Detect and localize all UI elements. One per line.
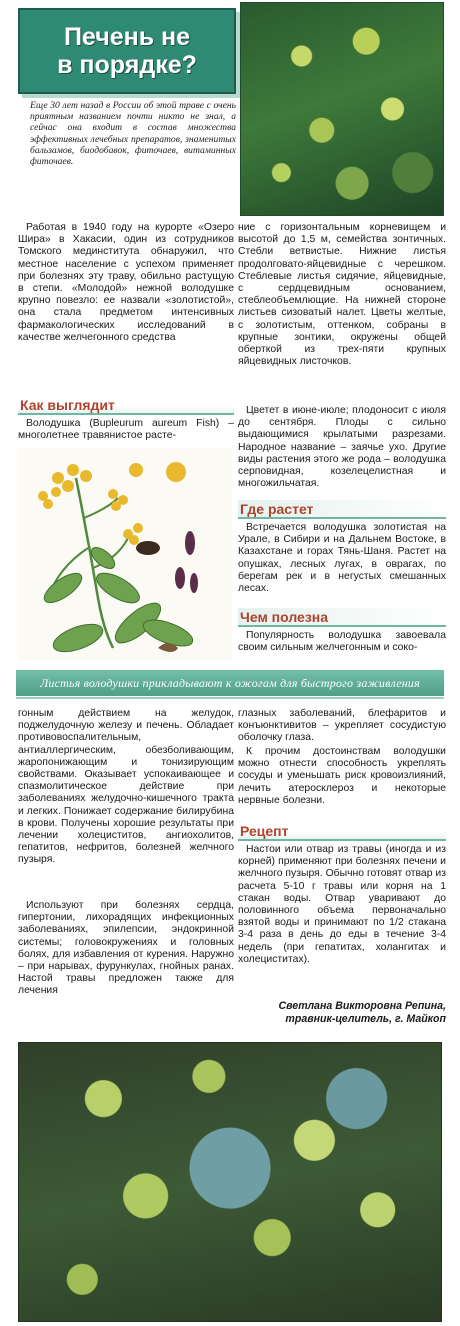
page-title bbox=[57, 23, 197, 79]
useful-paragraph: Популярность володушка завоевала своим сильным желчегонным и соко- bbox=[238, 630, 446, 654]
heading-look: Как выглядит bbox=[18, 396, 234, 415]
heading-grows: Где растет bbox=[238, 500, 446, 519]
look-paragraph-3: Цветет в июне-июле; плодоносит с июля до сентября. Плоды с сильно выдающимися крылатыми разрезами. Народное название – заячье ухо. Другие виды растения этого же рода – володушка серповидная, козелецелистная и многожильчатая. bbox=[238, 405, 446, 490]
photo-plant-top bbox=[240, 2, 444, 216]
author-signature bbox=[238, 1000, 446, 1026]
continued-left-paragraph-1: гонным действием на желудок, поджелудочную железу и печень. Обладает противовоспалительным, антиаллергическим, обезболивающим, жаропонижающим и тонизирующим свойствами. Оказывает успокаивающее и спазмолитическое действие при заболеваниях желудочно-кишечного тракта и легких. Понижает содержание билирубина в крови. Получены хорошие результаты при лечении холециститов, ангиохолитов, гепатитов, нефритов, болезней желчного пузыря. bbox=[18, 708, 234, 866]
intro-paragraph: Работая в 1940 году на курорте «Озеро Шира» в Хакасии, один из сотрудников Томского мединститута обнаружил, что местное население с успехом применяет при болезнях эту траву, обильно растущую в степи. «Молодой» нежной володушке крупно повезло: ее назвали «золотистой», она стала предметом интенсивных фармакологических исследований в качестве желчегонного средства bbox=[18, 222, 234, 343]
caption-band bbox=[16, 670, 444, 696]
botanical-illustration bbox=[18, 448, 232, 660]
plant-drawing-icon bbox=[18, 448, 232, 660]
continued-left-paragraph-2: Используют при болезнях сердца, гипертонии, лихорадящих инфекционных заболеваниях, эпилепсии, эндокринной системы; головокружениях и головных болях, для избавления от курения. Наружно – при нарывах, фурункулах, гнойных ранах. Настой травы предложен также для лечения bbox=[18, 900, 234, 997]
heading-useful: Чем полезна bbox=[238, 608, 446, 627]
look-paragraph-1: Володушка (Bupleurum aureum Fish) – многолетнее травянистое расте- bbox=[18, 418, 234, 442]
continued-right-paragraph-2: К прочим достоинствам володушки можно отнести способность укреплять сосуды и уменьшать риск кровоизлияний, лечить атеросклероз и некоторые нервные болезни. bbox=[238, 746, 446, 806]
photo-plant-bottom bbox=[18, 1042, 442, 1322]
title-line-1: Печень не bbox=[63, 23, 191, 51]
recipe-paragraph: Настои или отвар из травы (иногда и из корней) применяют при болезнях печени и желчного пузыря. Обычно готовят отвар из расчета 5-10 г травы или корня на 1 стакан воды. Отвар уваривают до половинного объема первоначально взятой воды и принимают по 1/2 стакана 3-4 раза в день до еды в течение 3-4 недель (при гепатитах, холангитах и холециститах). bbox=[238, 844, 446, 965]
lead-paragraph: Еще 30 лет назад в России об этой траве с очень приятным названием почти никто не знал, а сейчас она входит в состав множества эффективных лечебных препаратов, знаменитых бальзамов, биодобавок, фиточаев, витаминных фиточаев. bbox=[30, 100, 236, 168]
author-role: травник-целитель, г. Майкоп bbox=[285, 1013, 446, 1025]
continued-right-paragraph-1: глазных заболеваний, блефаритов и конъюнктивитов – укрепляет сосудистую оболочку глаза. bbox=[238, 708, 446, 744]
author-name: Светлана Викторовна Репина, bbox=[278, 1000, 446, 1012]
title-box bbox=[18, 8, 236, 94]
grows-paragraph: Встречается володушка золотистая на Урале, в Сибири и на Дальнем Востоке, в Казахстане и горах Тянь-Шаня. Растет на опушках, лесных лугах, в оврагах, по берегам рек и в негустых смешанных лесах. bbox=[238, 522, 446, 595]
caption-rule bbox=[16, 697, 444, 699]
title-line-2: в порядке? bbox=[57, 51, 197, 79]
heading-recipe: Рецепт bbox=[238, 822, 446, 841]
look-paragraph-2: ние с горизонтальным корневищем и высотой до 1,5 м, семейства зонтичных. Стебли ветвистые. Нижние листья продолговато-яйцевидные с черешком. Стеблевые листья сидячие, яйцевидные, с сердцевидным основанием, стеблеобъемлющие. На нижней стороне листьев сизоватый налет. Цветы желтые, с золотистым, оттенком, собраны в крупные зонтики, окружены общей оберткой из трех-пяти крупных яйцевидных листочков. bbox=[238, 222, 446, 368]
caption-text: Листья володушки прикладывают к ожогам для быстрого заживления bbox=[40, 675, 420, 690]
